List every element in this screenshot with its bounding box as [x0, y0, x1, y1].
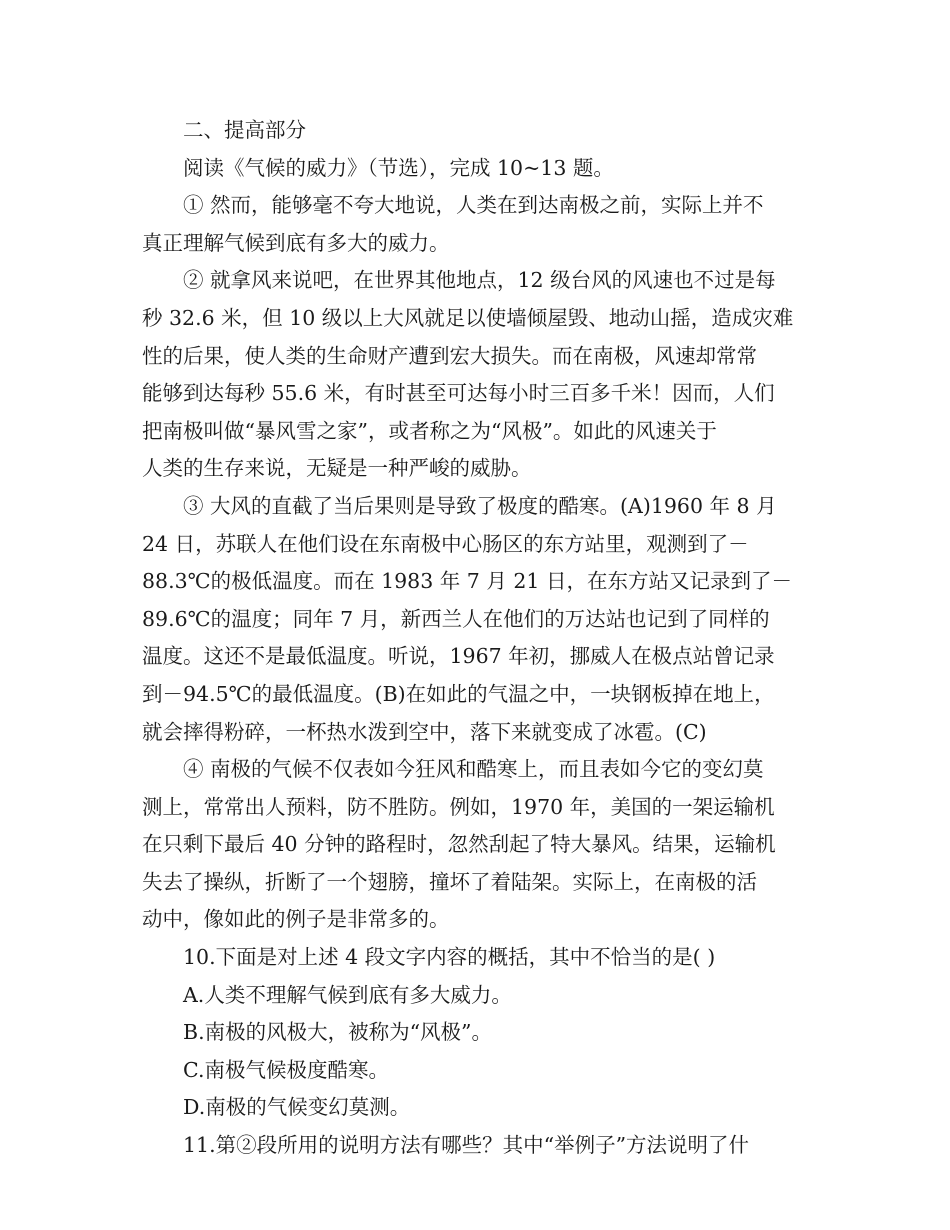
- text-line: 到－94.5℃的最低温度。(B)在如此的气温之中，一块钢板掉在地上，: [142, 681, 775, 706]
- text-line: 10.下面是对上述 4 段文字内容的概括，其中不恰当的是( ): [183, 945, 716, 970]
- text-line: C.南极气候极度酷寒。: [183, 1057, 389, 1082]
- text-line: ② 就拿风来说吧，在世界其他地点，12 级台风的风速也不过是每: [183, 268, 776, 293]
- text-line: 失去了操纵，折断了一个翅膀，撞坏了着陆架。实际上，在南极的活: [142, 869, 757, 894]
- text-line: 能够到达每秒 55.6 米，有时甚至可达每小时三百多千米！因而，人们: [142, 381, 775, 406]
- text-line: 在只剩下最后 40 分钟的路程时，忽然刮起了特大暴风。结果，运输机: [142, 832, 776, 857]
- text-line: 阅读《气候的威力》（节选），完成 10~13 题。: [183, 155, 614, 180]
- text-line: 测上，常常出人预料，防不胜防。例如，1970 年，美国的一架运输机: [142, 794, 775, 819]
- text-line: 性的后果，使人类的生命财产遭到宏大损失。而在南极，风速却常常: [142, 343, 757, 368]
- text-line: 人类的生存来说，无疑是一种严峻的威胁。: [142, 456, 532, 481]
- document-body: [142, 112, 812, 1165]
- text-line: 就会摔得粉碎，一杯热水泼到空中，落下来就变成了冰雹。(C): [142, 719, 707, 744]
- text-line: ④ 南极的气候不仅表如今狂风和酷寒上，而且表如今它的变幻莫: [183, 757, 764, 782]
- text-line: A.人类不理解气候到底有多大威力。: [183, 982, 512, 1007]
- text-line: ① 然而，能够毫不夸大地说，人类在到达南极之前，实际上并不: [183, 193, 764, 218]
- text-line: 89.6℃的温度；同年 7 月，新西兰人在他们的万达站也记到了同样的: [142, 606, 770, 631]
- text-line: 把南极叫做“暴风雪之家”，或者称之为“风极”。如此的风速关于: [142, 418, 717, 443]
- text-line: 温度。这还不是最低温度。听说，1967 年初，挪威人在极点站曾记录: [142, 644, 775, 669]
- text-line: 11.第②段所用的说明方法有哪些？其中“举例子”方法说明了什: [183, 1133, 750, 1158]
- text-line: 二、提高部分: [183, 118, 306, 142]
- text-line: D.南极的气候变幻莫测。: [183, 1095, 411, 1120]
- text-line: 88.3℃的极低温度。而在 1983 年 7 月 21 日，在东方站又记录到了－: [142, 569, 792, 594]
- document-page: [142, 112, 812, 1165]
- text-line: B.南极的风极大，被称为“风极”。: [183, 1020, 493, 1045]
- text-line: 秒 32.6 米，但 10 级以上大风就足以使墙倾屋毁、地动山摇，造成灾难: [142, 305, 794, 330]
- text-line: 真正理解气候到底有多大的威力。: [142, 230, 450, 255]
- text-line: 动中，像如此的例子是非常多的。: [142, 907, 450, 932]
- text-line: ③ 大风的直截了当后果则是导致了极度的酷寒。(A)1960 年 8 月: [183, 493, 777, 518]
- text-line: 24 日，苏联人在他们设在东南极中心肠区的东方站里，观测到了－: [142, 531, 749, 556]
